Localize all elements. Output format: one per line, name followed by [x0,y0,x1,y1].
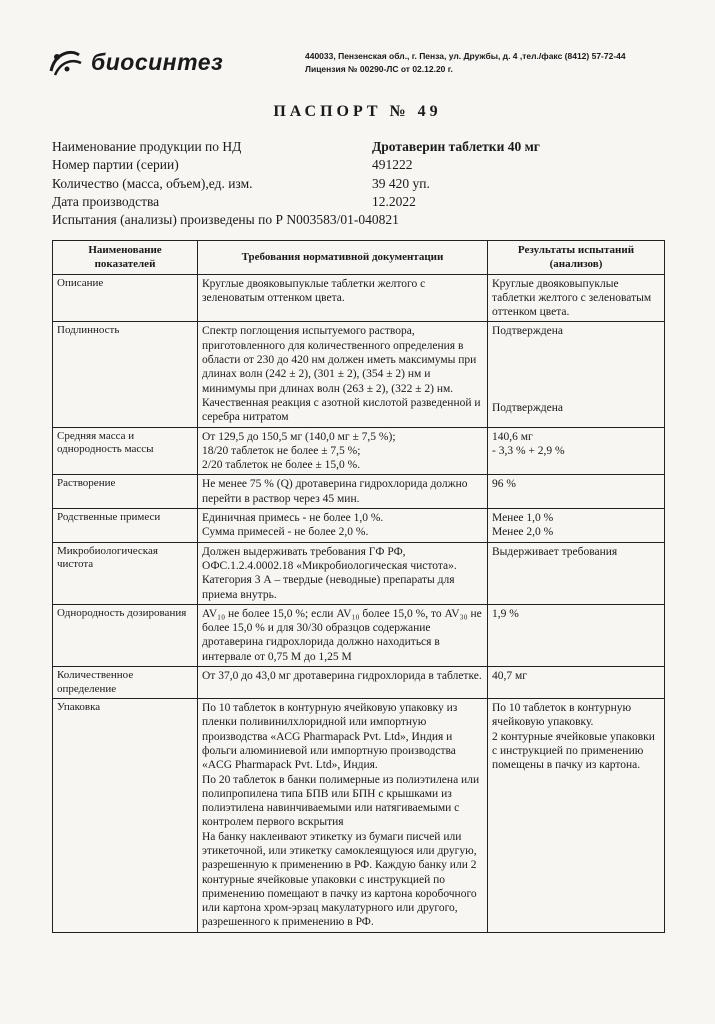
date-value: 12.2022 [372,193,416,209]
document-title: ПАСПОРТ № 49 [273,103,442,120]
table-row [53,322,665,427]
row-name: Микробиологическая чистота [53,542,198,604]
row-result-cell [488,322,665,427]
header-requirements: Требования нормативной документации [198,241,488,275]
company-logo [45,45,223,79]
logo-swirl-icon [45,45,85,79]
row-name: Подлинность [53,322,198,427]
row-result: Круглые двояковыпуклые таблетки желтого с зеленоватым оттенком цвета. [488,274,665,322]
table-row [53,699,665,933]
row-requirement: Единичная примесь - не более 1,0 %. Сумма примесей - не более 2,0 %. [198,509,488,543]
row-requirement: AV₁₀ не более 15,0 %; если AV₁₀ более 15,0 %, то AV₃₀ не более 15,0 % и для 30/30 образцов содержание дротаверина гидрохлорида должно находиться в интервале от 0,75 М до 1,25 М [198,604,488,666]
company-address: 440033, Пензенская обл., г. Пенза, ул. Дружбы, д. 4 ,тел./факс (8412) 57-72-44 [305,51,626,61]
batch-label: Номер партии (серии) [52,157,179,173]
row-result: По 10 таблеток в контурную ячейковую упаковку. 2 контурные ячейковые упаковки с инструкцией по применению помещены в пачку из картона. [488,699,665,933]
header-indicator: Наименование показателей [53,241,198,275]
table-row [53,542,665,604]
row-name: Однородность дозирования [53,604,198,666]
row-requirement: Круглые двояковыпуклые таблетки желтого с зеленоватым оттенком цвета. [198,274,488,322]
row-result: 40,7 мг [488,667,665,699]
product-row [52,138,652,156]
row-requirement: Не менее 75 % (Q) дротаверина гидрохлорида должно перейти в раствор через 45 мин. [198,475,488,509]
table-row [53,274,665,322]
row-name: Описание [53,274,198,322]
specification-table [52,240,665,933]
row-requirement: Спектр поглощения испытуемого раствора, приготовленного для количественного определения в области от 230 до 420 нм должен иметь максимумы при длинах волн (242 ± 2), (301 ± 2), (354 ± 2) нм и минимумы при длинах волн (263 ± 2), (322 ± 2) нм. Качественная реакция с азотной кислотой разведенной и серебра нитратом [198,322,488,427]
product-info [52,138,652,229]
date-label: Дата производства [52,193,160,209]
table-row [53,427,665,475]
product-label: Наименование продукции по НД [52,139,242,154]
row-name: Количественное определение [53,667,198,699]
row-requirement: Должен выдерживать требования ГФ РФ, ОФС.1.2.4.0002.18 «Микробиологическая чистота». Категория 3 А – твердые (неводные) препараты для приема внутрь. [198,542,488,604]
table-row [53,667,665,699]
product-value: Дротаверин таблетки 40 мг [372,139,540,154]
row-result: Подтверждена [492,325,563,338]
table-row [53,604,665,666]
row-result-secondary: Подтверждена [492,401,563,414]
batch-value: 491222 [372,157,413,173]
table-row [53,509,665,543]
row-result: Выдерживает требования [488,542,665,604]
tests-standard: Испытания (анализы) произведены по Р N003583/01-040821 [52,212,399,228]
row-requirement: По 10 таблеток в контурную ячейковую упаковку из пленки поливинилхлоридной или импортную производства «ACG Pharmapack Pvt. Ltd», Индия и фольги алюминиевой или импортную производства «ACG Pharmapack Pvt. Ltd», Индия. По 20 таблеток в банки полимерные из полиэтилена или полипропилена типа БПВ или БПН с крышками из полиэтилена навинчиваемыми или натягиваемыми с контролем первого вскрытия На банку наклеивают этикетку из бумаги писчей или этикеточной, или этикетку самоклеящуюся или другую, разрешенную к применению в РФ. Каждую банку или 2 контурные ячейковые упаковки с инструкцией по применению помещают в пачку из картона коробочного или картона хром-эрзац макулатурного или другого, разрешенного к применению в РФ. [198,699,488,933]
row-result: Менее 1,0 % Менее 2,0 % [488,509,665,543]
row-name: Упаковка [53,699,198,933]
row-result: 140,6 мг - 3,3 % + 2,9 % [488,427,665,475]
date-row [52,193,652,211]
quantity-label: Количество (масса, объем),ед. изм. [52,175,253,191]
company-license: Лицензия № 00290-ЛС от 02.12.20 г. [305,64,453,74]
row-name: Средняя масса и однородность массы [53,427,198,475]
row-result: 1,9 % [488,604,665,666]
row-name: Растворение [53,475,198,509]
row-requirement: От 37,0 до 43,0 мг дротаверина гидрохлорида в таблетке. [198,667,488,699]
batch-row [52,156,652,174]
header-results: Результаты испытаний (анализов) [488,241,665,275]
company-contact-info [305,50,626,76]
logo-text: биосинтез [91,48,224,75]
table-row [53,475,665,509]
row-name: Родственные примеси [53,509,198,543]
table-header-row [53,241,665,275]
quantity-value: 39 420 уп. [372,175,430,191]
row-result: 96 % [488,475,665,509]
quantity-row [52,175,652,193]
row-requirement: От 129,5 до 150,5 мг (140,0 мг ± 7,5 %); 18/20 таблеток не более ± 7,5 %; 2/20 таблеток не более ± 15,0 %. [198,427,488,475]
